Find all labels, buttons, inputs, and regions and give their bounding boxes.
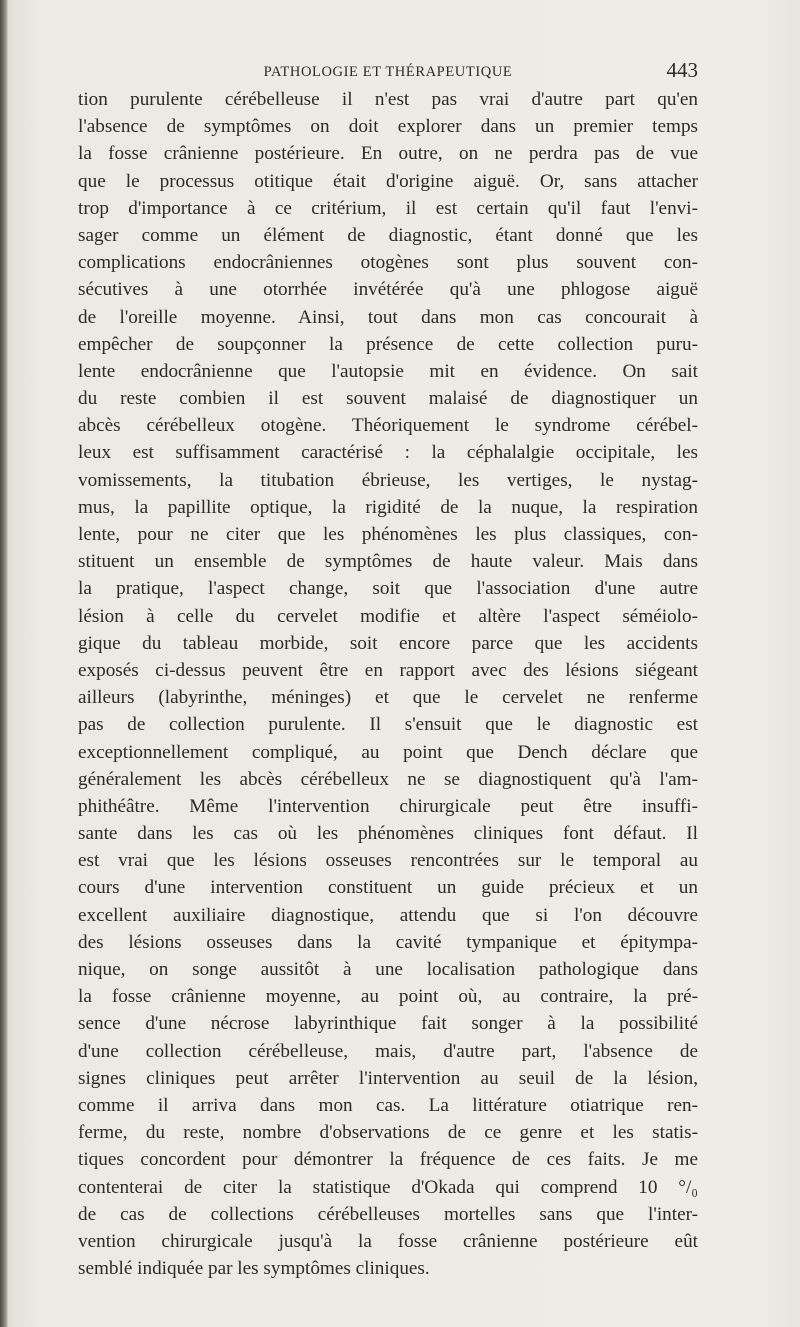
text-line: pas de collection purulente. Il s'ensuit que le diagnostic est <box>78 714 698 736</box>
text-line: vomissements, la titubation ébrieuse, les vertiges, le nystag- <box>78 469 698 491</box>
text-line: vention chirurgicale jusqu'à la fosse crânienne postérieure eût <box>78 1230 698 1252</box>
text-line: la fosse crânienne postérieure. En outre, on ne perdra pas de vue <box>78 143 698 165</box>
text-line: des lésions osseuses dans la cavité tympanique et épitympa- <box>78 931 698 953</box>
text-line: signes cliniques peut arrêter l'intervention au seuil de la lésion, <box>78 1067 698 1089</box>
text-line: est vrai que les lésions osseuses rencontrées sur le temporal au <box>78 850 698 872</box>
running-title: PATHOLOGIE ET THÉRAPEUTIQUE <box>263 64 513 80</box>
text-line: du reste combien il est souvent malaisé de diagnostiquer un <box>78 388 698 410</box>
text-line: empêcher de soupçonner la présence de cette collection puru- <box>78 333 698 355</box>
text-line: exceptionnellement compliqué, au point que Dench déclare que <box>78 741 698 763</box>
text-line: d'une collection cérébelleuse, mais, d'autre part, l'absence de <box>78 1040 698 1062</box>
text-line: généralement les abcès cérébelleux ne se diagnostiquent qu'à l'am- <box>78 768 698 790</box>
book-spine-shadow <box>0 0 8 1327</box>
text-line: lente endocrânienne que l'autopsie mit en évidence. On sait <box>78 360 698 382</box>
text-line: tion purulente cérébelleuse il n'est pas vrai d'autre part qu'en <box>78 89 698 110</box>
text-line: lésion à celle du cervelet modifie et altère l'aspect séméiolo- <box>78 605 698 627</box>
text-line: sager comme un élément de diagnostic, étant donné que les <box>78 224 698 246</box>
text-line: que le processus otitique était d'origine aiguë. Or, sans attacher <box>78 170 698 192</box>
text-line: gique du tableau morbide, soit encore parce que les accidents <box>78 632 698 654</box>
text-line: contenterai de citer la statistique d'Okada qui comprend 10 °/₀ <box>78 1176 698 1198</box>
text-line: la fosse crânienne moyenne, au point où, au contraire, la pré- <box>78 986 698 1008</box>
text-line: l'absence de symptômes on doit explorer dans un premier temps <box>78 116 698 138</box>
text-line: abcès cérébelleux otogène. Théoriquement le syndrome cérébel- <box>78 415 698 437</box>
text-line: de l'oreille moyenne. Ainsi, tout dans mon cas concourait à <box>78 306 698 328</box>
text-line: ailleurs (labyrinthe, méninges) et que le cervelet ne renferme <box>78 687 698 709</box>
text-line: stituent un ensemble de symptômes de haute valeur. Mais dans <box>78 551 698 573</box>
page-number: 443 <box>666 58 698 82</box>
text-line: cours d'une intervention constituent un guide précieux et un <box>78 877 698 899</box>
text-line: excellent auxiliaire diagnostique, attendu que si l'on découvre <box>78 904 698 926</box>
text-line: ferme, du reste, nombre d'observations de ce genre et les statis- <box>78 1122 698 1144</box>
page-header <box>78 58 698 88</box>
text-line: nique, on songe aussitôt à une localisation pathologique dans <box>78 959 698 980</box>
text-line: sécutives à une otorrhée invétérée qu'à une phlogose aiguë <box>78 279 698 301</box>
body-text <box>78 86 698 1282</box>
text-line-last: semblé indiquée par les symptômes cliniques. <box>78 1258 430 1280</box>
text-line: de cas de collections cérébelleuses mortelles sans que l'inter- <box>78 1203 698 1225</box>
text-line: exposés ci-dessus peuvent être en rapport avec des lésions siégeant <box>78 659 698 681</box>
text-line: leux est suffisamment caractérisé : la céphalalgie occipitale, les <box>78 442 698 464</box>
text-line: trop d'importance à ce critérium, il est certain qu'il faut l'envi- <box>78 197 698 219</box>
text-line: sante dans les cas où les phénomènes cliniques font défaut. Il <box>78 823 698 845</box>
text-line: tiques concordent pour démontrer la fréquence de ces faits. Je me <box>78 1149 698 1171</box>
text-line: mus, la papillite optique, la rigidité de la nuque, la respiration <box>78 496 698 518</box>
text-line: la pratique, l'aspect change, soit que l'association d'une autre <box>78 578 698 600</box>
text-line: comme il arriva dans mon cas. La littérature otiatrique ren- <box>78 1094 698 1116</box>
text-line: lente, pour ne citer que les phénomènes les plus classiques, con- <box>78 524 698 545</box>
text-line: complications endocrâniennes otogènes sont plus souvent con- <box>78 252 698 274</box>
text-line: phithéâtre. Même l'intervention chirurgicale peut être insuffi- <box>78 795 698 817</box>
text-line: sence d'une nécrose labyrinthique fait songer à la possibilité <box>78 1013 698 1035</box>
